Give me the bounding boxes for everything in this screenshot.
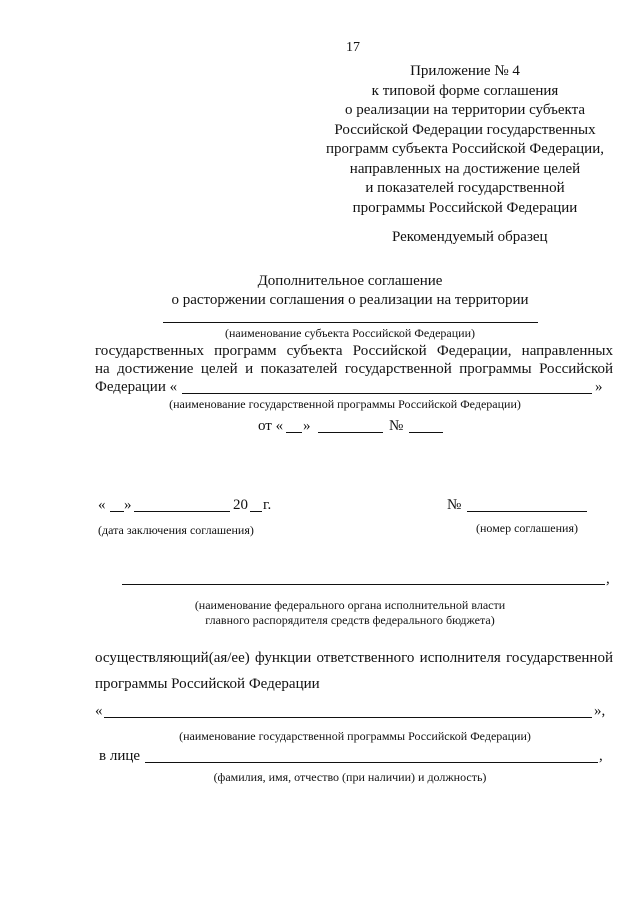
appendix-line: о реализации на территории субъекта (344, 102, 586, 118)
from-number-sign: № (389, 418, 404, 434)
federal-body-blank[interactable] (122, 584, 605, 585)
year-suffix: г. (263, 497, 272, 513)
subject-name-blank[interactable] (163, 322, 538, 323)
page-number: 17 (346, 40, 360, 55)
federal-body-comma: , (606, 571, 610, 587)
subject-name-caption: (наименование субъекта Российской Федерации) (224, 326, 476, 340)
from-mid: » (303, 418, 311, 434)
from-day-blank[interactable] (286, 432, 302, 433)
date-close-quote: » (124, 497, 132, 513)
recommended-sample-label: Рекомендуемый образец (392, 229, 548, 245)
from-month-blank[interactable] (318, 432, 383, 433)
program-open-quote: « (95, 703, 103, 719)
year-blank[interactable] (250, 511, 262, 512)
appendix-line: программ субъекта Российской Федерации, (325, 141, 604, 157)
date-caption: (дата заключения соглашения) (98, 523, 254, 537)
appendix-line: Приложение № 4 (410, 63, 520, 79)
program-name-caption: (наименование государственной программы Российской Федерации) (169, 397, 521, 411)
body-line: программы Российской Федерации (95, 676, 320, 692)
program-name-caption-2: (наименование государственной программы Российской Федерации) (179, 729, 531, 743)
document-subtitle: о расторжении соглашения о реализации на территории (171, 292, 529, 308)
appendix-line: программы Российской Федерации (352, 199, 578, 216)
representative-blank[interactable] (145, 762, 598, 763)
program-name-blank[interactable] (182, 393, 592, 394)
program-name-blank-2[interactable] (104, 717, 592, 718)
appendix-line: направленных на достижение целей (349, 160, 581, 177)
agreement-number-sign: № (447, 497, 462, 513)
agreement-number-blank[interactable] (467, 511, 587, 512)
body-line: осуществляющий(ая/ее) функции ответственного исполнителя государственной (95, 650, 613, 666)
body-line: государственных программ субъекта Российской Федерации, направленных (95, 343, 613, 359)
appendix-line: Российской Федерации государственных (334, 121, 596, 138)
federal-body-caption-2: главного распорядителя средств федерального бюджета) (205, 613, 495, 627)
from-prefix: от « (258, 418, 284, 434)
represented-by-label: в лице (99, 748, 141, 764)
year-prefix: 20 (233, 497, 248, 513)
date-open-quote: « (98, 497, 106, 513)
date-day-blank[interactable] (110, 511, 124, 512)
appendix-line: и показателей государственной (365, 180, 565, 196)
body-line: на достижение целей и показателей государственной программы Российской (95, 361, 613, 377)
closing-quote: » (595, 379, 603, 395)
appendix-header (300, 62, 630, 218)
person-caption: (фамилия, имя, отчество (при наличии) и должность) (213, 770, 487, 784)
number-caption: (номер соглашения) (476, 521, 578, 535)
appendix-line: к типовой форме соглашения (371, 82, 559, 99)
representative-comma: , (599, 748, 603, 764)
document-title: Дополнительное соглашение (257, 273, 443, 289)
federal-body-caption-1: (наименование федерального органа исполнительной власти (194, 598, 506, 612)
date-month-blank[interactable] (134, 511, 230, 512)
from-number-blank[interactable] (409, 432, 443, 433)
body-line: Федерации « (95, 379, 178, 395)
program-close-quote: », (594, 703, 606, 719)
